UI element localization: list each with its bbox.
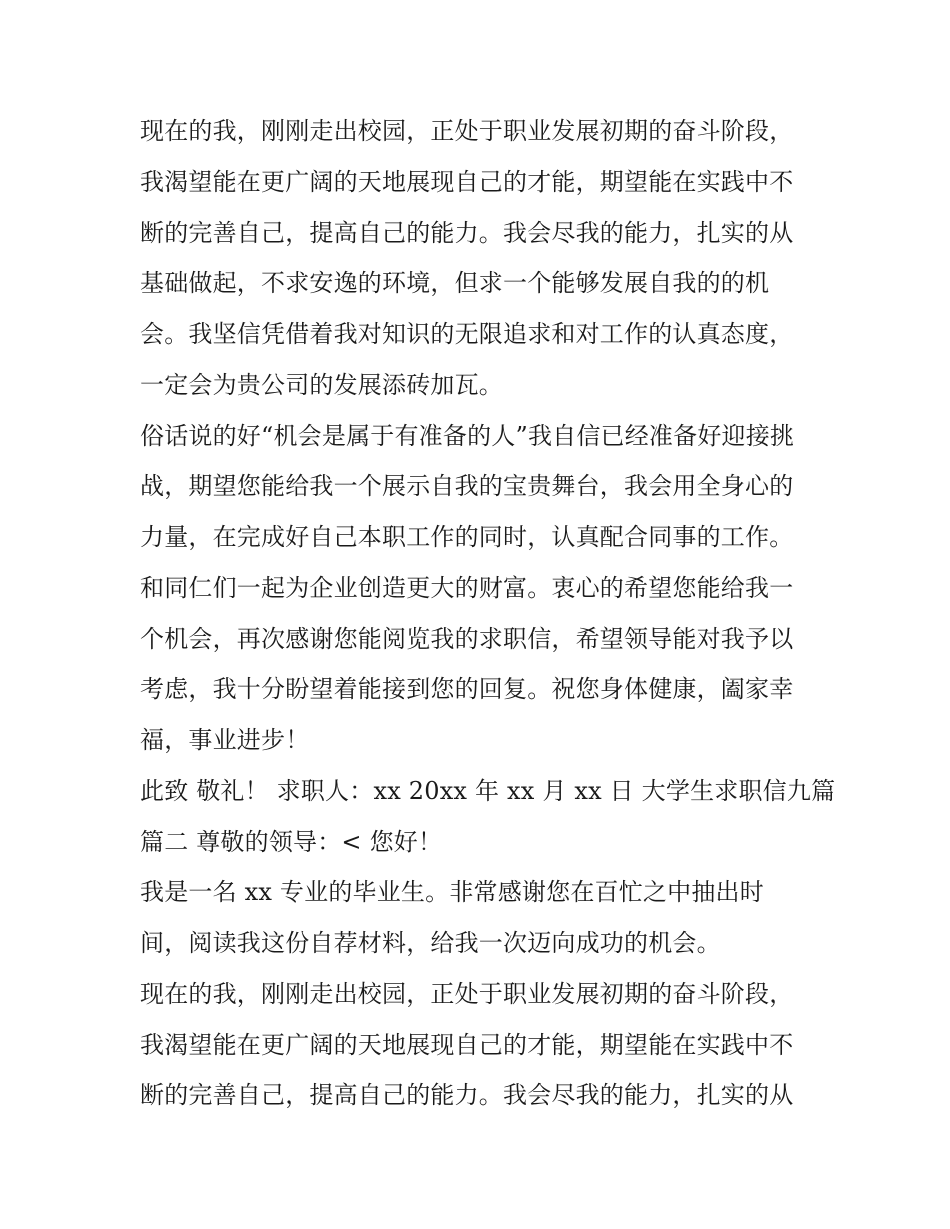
text-line-15: 篇二 尊敬的领导：< 您好！ — [140, 827, 443, 856]
text-line-2: 我渴望能在更广阔的天地展现自己的才能，期望能在实践中不 — [140, 167, 794, 196]
text-line-10: 和同仁们一起为企业创造更大的财富。衷心的希望您能给我一 — [140, 573, 794, 602]
text-line-9: 力量，在完成好自己本职工作的同时，认真配合同事的工作。 — [140, 523, 794, 551]
text-line-16: 我是一名 xx 专业的毕业生。非常感谢您在百忙之中抽出时 — [140, 878, 764, 907]
text-line-20: 断的完善自己，提高自己的能力。我会尽我的能力，扎实的从 — [140, 1081, 794, 1110]
text-line-17: 间，阅读我这份自荐材料，给我一次迈向成功的机会。 — [140, 929, 721, 957]
text-line-13: 福，事业进步！ — [140, 726, 310, 754]
text-line-3: 断的完善自己，提高自己的能力。我会尽我的能力，扎实的从 — [140, 218, 794, 247]
text-line-8: 战，期望您能给我一个展示自我的宝贵舞台，我会用全身心的 — [140, 472, 794, 501]
text-line-18: 现在的我，刚刚走出校园，正处于职业发展初期的奋斗阶段， — [140, 979, 794, 1008]
document-body — [140, 106, 840, 1121]
text-line-19: 我渴望能在更广阔的天地展现自己的才能，期望能在实践中不 — [140, 1030, 794, 1059]
text-line-12: 考虑，我十分盼望着能接到您的回复。祝您身体健康，阖家幸 — [140, 675, 794, 704]
text-line-11: 个机会，再次感谢您能阅览我的求职信，希望领导能对我予以 — [140, 624, 794, 653]
text-line-4: 基础做起，不求安逸的环境，但求一个能够发展自我的的机 — [140, 269, 770, 298]
text-line-5: 会。我坚信凭借着我对知识的无限追求和对工作的认真态度， — [140, 320, 794, 348]
text-line-1: 现在的我，刚刚走出校园，正处于职业发展初期的奋斗阶段， — [140, 117, 794, 145]
text-line-7: 俗话说的好“机会是属于有准备的人”我自信已经准备好迎接挑 — [140, 421, 795, 450]
text-line-6: 一定会为贵公司的发展添砖加瓦。 — [140, 370, 503, 399]
text-line-14: 此致 敬礼！ 求职人：xx 20xx 年 xx 月 xx 日 大学生求职信九篇 — [140, 776, 836, 805]
